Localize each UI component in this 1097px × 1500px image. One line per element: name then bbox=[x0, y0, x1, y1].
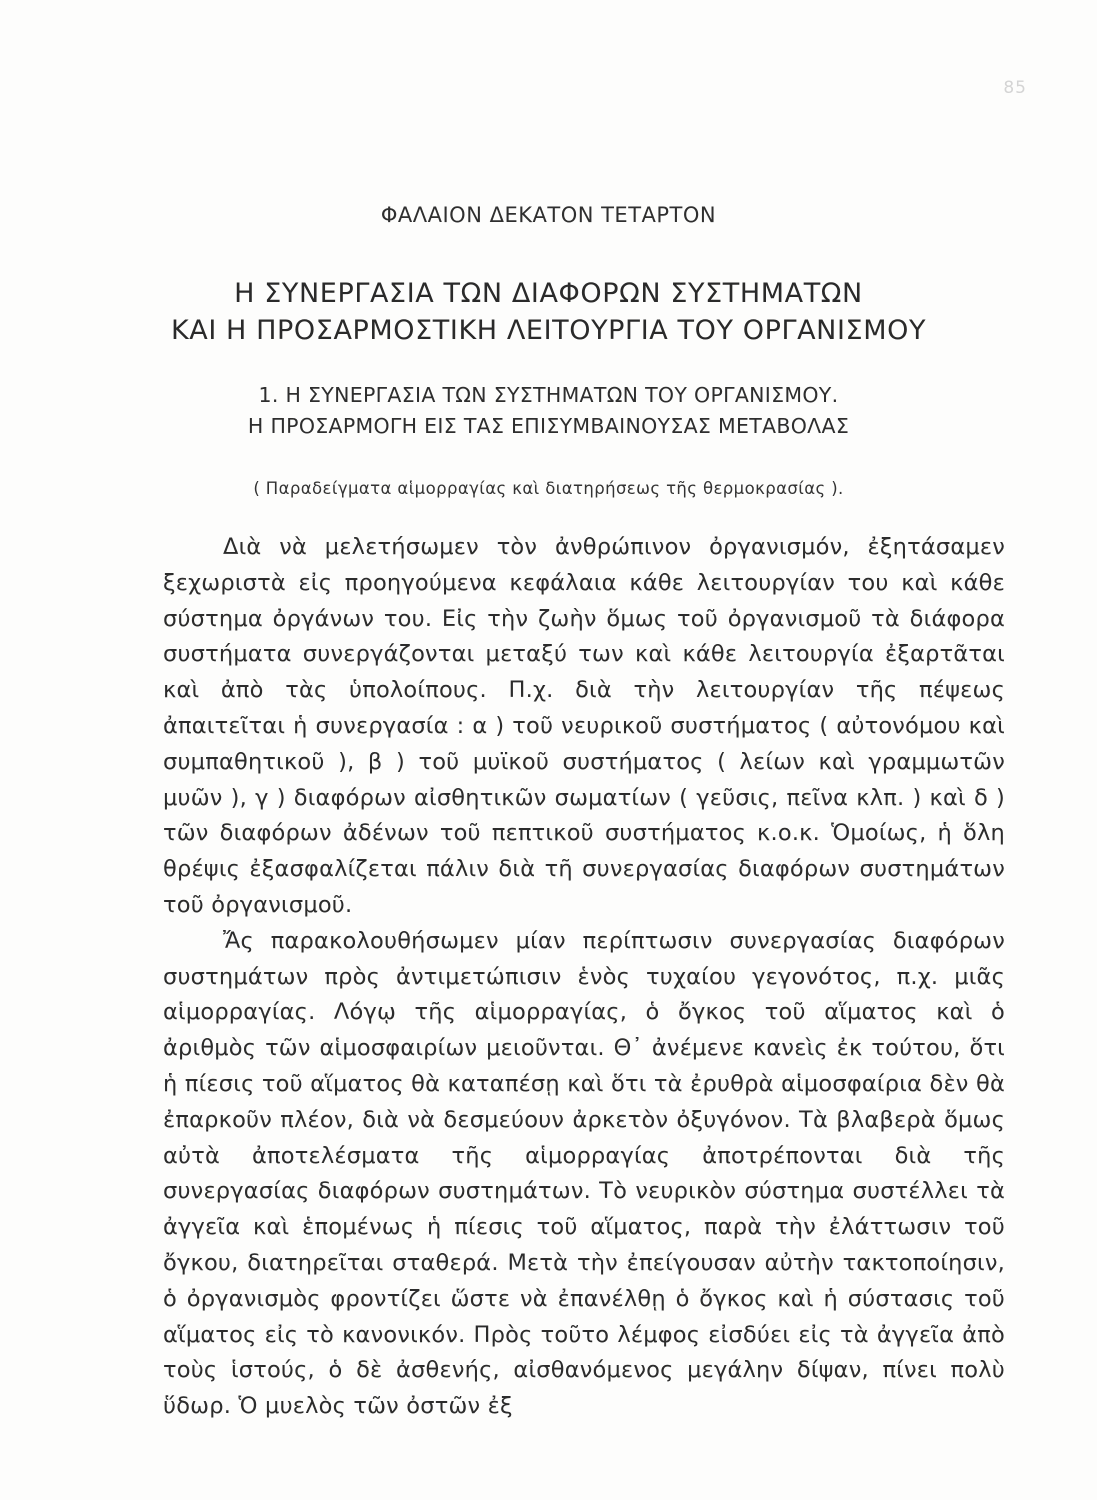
page-number: 85 bbox=[1003, 78, 1027, 98]
paragraph-1: Διὰ νὰ μελετήσωμεν τὸν ἀνθρώπινον ὀργανισμόν, ἐξητάσαμεν ξεχωριστὰ εἰς προηγούμενα κεφάλαια κάθε λειτουργίαν του καὶ κάθε σύστημα ὀργάνων του. Εἰς τὴν ζωὴν ὅμως τοῦ ὀργανισμοῦ τὰ διάφορα συστήματα συνεργάζονται μεταξύ των καὶ κάθε λειτουργία ἐξαρτᾶται καὶ ἀπὸ τὰς ὑπολοίπους. Π.χ. διὰ τὴν λειτουργίαν τῆς πέψεως ἀπαιτεῖται ἡ συνεργασία : α ) τοῦ νευρικοῦ συστήματος ( αὐτονόμου καὶ συμπαθητικοῦ ), β ) τοῦ μυϊκοῦ συστήματος ( λείων καὶ γραμμωτῶν μυῶν ), γ ) διαφόρων αἰσθητικῶν σωματίων ( γεῦσις, πεῖνα κλπ. ) καὶ δ ) τῶν διαφόρων ἀδένων τοῦ πεπτικοῦ συστήματος κ.ο.κ. Ὁμοίως, ἡ ὅλη θρέψις ἐξασφαλίζεται πάλιν διὰ τῆ συνεργασίας διαφόρων συστημάτων τοῦ ὀργανισμοῦ. bbox=[163, 534, 1005, 918]
section-subtitle: ( Παραδείγματα αἱμορραγίας καὶ διατηρήσεως τῆς θερμοκρασίας ). bbox=[253, 479, 844, 498]
chapter-title-line-2: ΚΑΙ Η ΠΡΟΣΑΡΜΟΣΤΙΚΗ ΛΕΙΤΟΥΡΓΙΑ ΤΟΥ ΟΡΓΑΝΙΣΜΟΥ bbox=[170, 315, 927, 346]
body-text bbox=[163, 530, 1005, 1425]
section-heading-line-2: Η ΠΡΟΣΑΡΜΟΓΗ ΕΙΣ ΤΑΣ ΕΠΙΣΥΜΒΑΙΝΟΥΣΑΣ ΜΕΤΑΒΟΛΑΣ bbox=[247, 414, 850, 438]
paragraph-2: Ἄς παρακολουθήσωμεν μίαν περίπτωσιν συνεργασίας διαφόρων συστημάτων πρὸς ἀντιμετώπισιν ἑνὸς τυχαίου γεγονότος, π.χ. μιᾶς αἱμορραγίας. Λόγῳ τῆς αἱμορραγίας, ὁ ὄγκος τοῦ αἵματος καὶ ὁ ἀριθμὸς τῶν αἱμοσφαιρίων μειοῦνται. Θ᾽ ἀνέμενε κανεὶς ἐκ τούτου, ὅτι ἡ πίεσις τοῦ αἵματος θὰ καταπέσῃ καὶ ὅτι τὰ ἐρυθρὰ αἱμοσφαίρια δὲν θὰ ἐπαρκοῦν πλέον, διὰ νὰ δεσμεύουν ἀρκετὸν ὀξυγόνον. Τὰ βλαβερὰ ὅμως αὐτὰ ἀποτελέσματα τῆς αἱμορραγίας ἀποτρέπονται διὰ τῆς συνεργασίας διαφόρων συστημάτων. Τὸ νευρικὸν σύστημα συστέλλει τὰ ἀγγεῖα καὶ ἑπομένως ἡ πίεσις τοῦ αἵματος, παρὰ τὴν ἐλάττωσιν τοῦ ὄγκου, διατηρεῖται σταθερά. Μετὰ τὴν ἐπείγουσαν αὐτὴν τακτοποίησιν, ὁ ὀργανισμὸς φροντίζει ὥστε νὰ ἐπανέλθῃ ὁ ὄγκος καὶ ἡ σύστασις τοῦ αἵματος εἰς τὸ κανονικόν. Πρὸς τοῦτο λέμφος εἰσδύει εἰς τὰ ἀγγεῖα ἀπὸ τοὺς ἱστούς, ὁ δὲ ἀσθενής, αἰσθανόμενος μεγάλην δίψαν, πίνει πολὺ ὕδωρ. Ὁ μυελὸς τῶν ὀστῶν ἐξ bbox=[163, 927, 1005, 1420]
chapter-title-line-1: Η ΣΥΝΕΡΓΑΣΙΑ ΤΩΝ ΔΙΑΦΟΡΩΝ ΣΥΣΤΗΜΑΤΩΝ bbox=[234, 278, 863, 309]
chapter-heading: ΦΑΛΑΙΟΝ ΔΕΚΑΤΟΝ ΤΕΤΑΡΤΟΝ bbox=[380, 203, 717, 227]
section-heading-line-1: 1. Η ΣΥΝΕΡΓΑΣΙΑ ΤΩΝ ΣΥΣΤΗΜΑΤΩΝ ΤΟΥ ΟΡΓΑΝΙΣΜΟΥ. bbox=[258, 383, 839, 407]
